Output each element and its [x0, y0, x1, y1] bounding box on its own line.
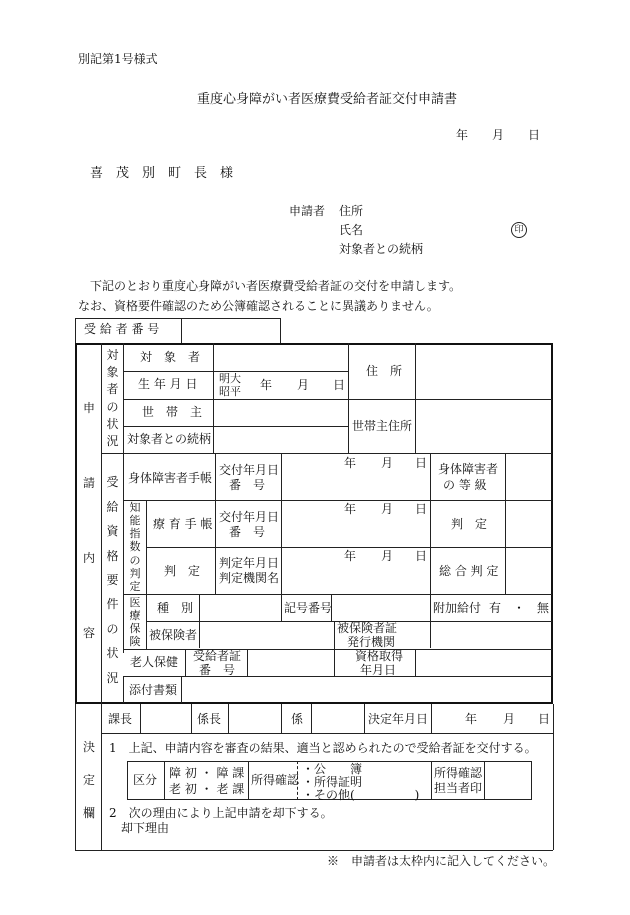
rule	[281, 704, 282, 733]
rule	[553, 704, 554, 850]
handbook-year[interactable]: 年	[344, 456, 357, 470]
chief-stamp[interactable]	[229, 705, 280, 732]
statement-line2: なお、資格要件確認のため公簿確認されることに異議ありません。	[78, 299, 439, 313]
judge-org-field[interactable]	[282, 565, 429, 593]
income-option-other[interactable]: ・その他( )	[302, 788, 420, 802]
card-issuer-label-1: 被保険者証	[337, 621, 398, 635]
birthdate-label: 生 年 月 日	[138, 377, 198, 391]
rule	[248, 761, 249, 800]
handbook-number-field[interactable]	[282, 472, 429, 499]
insurance-group-label: 医 療 保 険	[129, 596, 141, 648]
rule	[146, 547, 552, 548]
income-option-certificate[interactable]: ・所得証明	[302, 775, 363, 789]
rule	[75, 850, 553, 851]
income-check-label: 所得確認	[251, 773, 300, 787]
birth-month[interactable]: 月	[297, 378, 310, 392]
judge-year[interactable]: 年	[344, 549, 357, 563]
elderly-card-number-field[interactable]	[248, 650, 333, 675]
rule	[281, 594, 282, 621]
rehab-month[interactable]: 月	[381, 502, 394, 516]
date-month[interactable]: 月	[492, 128, 505, 142]
rule	[430, 453, 431, 594]
disability-grade-label-2: の 等 級	[443, 478, 487, 492]
rule	[215, 453, 216, 500]
symbol-number-label: 記号番号	[284, 601, 333, 615]
household-head-address-field[interactable]	[416, 400, 551, 452]
household-head-label: 世 帯 主	[142, 405, 203, 419]
income-option-registry[interactable]: ・公 簿	[302, 762, 363, 776]
recipient-number-label: 受 給 者 番 号	[84, 322, 160, 336]
subject-label: 対 象 者	[140, 350, 201, 364]
disability-handbook-label: 身体障害者手帳	[128, 471, 213, 485]
household-head-address-label: 世帯主住所	[352, 419, 413, 433]
intelligence-group-label: 知 能 指 数 の 判 定	[129, 501, 141, 593]
income-staff-label-1: 所得確認	[434, 766, 483, 780]
decision-day[interactable]: 日	[538, 712, 551, 726]
era-meiji-taisho[interactable]: 明大	[219, 372, 241, 385]
handbook-month[interactable]: 月	[381, 456, 394, 470]
applicant-label: 申請者	[289, 204, 326, 218]
rule	[101, 453, 552, 454]
rehab-year[interactable]: 年	[344, 502, 357, 516]
rule	[215, 500, 216, 594]
additional-benefit-label: 附加給付	[433, 601, 482, 615]
date-year[interactable]: 年	[456, 128, 469, 142]
seal-mark: 印	[511, 222, 527, 238]
rehab-judgement-field[interactable]	[506, 501, 551, 546]
insured-label: 被保険者	[149, 628, 198, 642]
qual-date-label-1: 資格取得	[355, 649, 404, 663]
judge-month[interactable]: 月	[381, 549, 394, 563]
relation-field[interactable]	[214, 427, 347, 452]
rule	[75, 318, 76, 343]
decision-year[interactable]: 年	[465, 712, 478, 726]
insured-field[interactable]	[200, 622, 333, 647]
form-title: 重度心身障がい者医療費受給者証交付申請書	[197, 92, 458, 107]
decision-date-label: 決定年月日	[368, 712, 429, 726]
benefit-yes-option[interactable]: 有	[489, 601, 502, 615]
judgement-label: 判 定	[164, 564, 201, 578]
insurance-type-label: 種 別	[157, 601, 194, 615]
disability-grade-label-1: 身体障害者	[438, 462, 499, 476]
elderly-health-label: 老人保健	[130, 655, 179, 669]
chief-label: 係長	[197, 712, 222, 726]
qualification-group-label: 受 給 資 格 要 件 の 状 況	[106, 475, 119, 685]
income-staff-stamp[interactable]	[485, 762, 531, 799]
recipient-card-label-1: 受給者証	[193, 649, 242, 663]
birth-year[interactable]: 年	[260, 378, 273, 392]
judge-org-label: 判定機関名	[219, 571, 280, 585]
rule	[101, 704, 102, 850]
form-number: 別記第1号様式	[78, 52, 158, 66]
card-issuer-label-2: 発行機関	[347, 635, 396, 649]
rule	[185, 649, 186, 676]
rule	[164, 761, 165, 800]
card-issuer-field[interactable]	[431, 622, 551, 647]
rule	[505, 453, 506, 594]
recipient-card-label-2: 番 号	[199, 663, 236, 677]
rule	[364, 704, 365, 733]
date-day[interactable]: 日	[528, 128, 541, 142]
category-option-disabled[interactable]: 障 初 ・ 障 課	[169, 766, 245, 780]
overall-judgement-field[interactable]	[506, 548, 551, 593]
section-chief-label: 課長	[108, 712, 133, 726]
issue-date-label-1: 交付年月日	[219, 463, 280, 477]
rule	[123, 500, 552, 501]
rule	[101, 733, 553, 734]
rehab-handbook-label: 療 育 手 帳	[153, 517, 213, 531]
rule	[280, 318, 281, 343]
income-staff-label-2: 担当者印	[434, 781, 483, 795]
benefit-separator: ・	[513, 601, 526, 615]
issue-date-label-2: 交付年月日	[219, 510, 280, 524]
rule	[431, 761, 432, 800]
rule	[75, 704, 76, 850]
category-label: 区分	[133, 773, 158, 787]
birth-day[interactable]: 日	[333, 378, 346, 392]
insurance-type-field[interactable]	[200, 595, 280, 620]
addressee: 喜 茂 別 町 長 様	[90, 166, 234, 181]
attachments-label: 添付書類	[129, 683, 178, 697]
rule	[430, 594, 431, 621]
applicant-name-label: 氏名	[339, 223, 364, 237]
statement-line1: 下記のとおり重度心身障がい者医療費受給者証の交付を申請します。	[90, 279, 462, 293]
attachments-field[interactable]	[182, 677, 551, 702]
subject-name-field[interactable]	[214, 344, 347, 370]
category-option-elderly[interactable]: 老 初 ・ 老 課	[169, 782, 245, 796]
applicant-address-label: 住所	[339, 204, 364, 218]
judge-date-label: 判定年月日	[219, 556, 280, 570]
era-showa-heisei[interactable]: 昭平	[219, 385, 241, 398]
qual-date-label-2: 年月日	[360, 663, 397, 677]
subject-group-label: 対 象 者 の 状 況	[106, 347, 119, 449]
qual-date-field[interactable]	[416, 650, 551, 675]
decision-item-1: 1 上記、申請内容を審査の結果、適当と認められたので受給者証を交付する。	[109, 741, 537, 755]
application-section-label: 申 請 内 容	[82, 400, 95, 640]
staff-stamp[interactable]	[312, 705, 363, 732]
decision-section-label: 決 定 欄	[82, 739, 95, 821]
rule	[123, 676, 124, 703]
rehab-number-field[interactable]	[282, 518, 429, 546]
recipient-number-field[interactable]	[182, 319, 279, 342]
relation-label: 対象者との続柄	[127, 432, 212, 446]
address-field[interactable]	[416, 344, 551, 398]
number-label-1: 番 号	[229, 478, 266, 492]
number-label-2: 番 号	[229, 525, 266, 539]
handbook-day[interactable]: 日	[415, 456, 428, 470]
disability-grade-field[interactable]	[506, 454, 551, 499]
rehab-judgement-label: 判 定	[451, 517, 488, 531]
reject-reason-label: 却下理由	[121, 821, 170, 835]
judge-day[interactable]: 日	[415, 549, 428, 563]
address-label: 住 所	[366, 364, 403, 378]
staff-label: 係	[291, 712, 304, 726]
footer-note: ※ 申請者は太枠内に記入してください。	[327, 854, 556, 868]
rule	[431, 704, 432, 733]
benefit-no-option[interactable]: 無	[537, 601, 550, 615]
household-head-field[interactable]	[214, 400, 347, 425]
applicant-relation-label: 対象者との続柄	[339, 242, 424, 256]
section-chief-stamp[interactable]	[141, 705, 190, 732]
rule	[348, 343, 349, 453]
decision-item-2: 2 次の理由により上記申請を却下する。	[109, 806, 333, 820]
overall-judgement-label: 総 合 判 定	[439, 564, 499, 578]
rehab-day[interactable]: 日	[415, 502, 428, 516]
rule	[191, 704, 192, 733]
symbol-number-field[interactable]	[332, 595, 429, 620]
decision-month[interactable]: 月	[503, 712, 516, 726]
